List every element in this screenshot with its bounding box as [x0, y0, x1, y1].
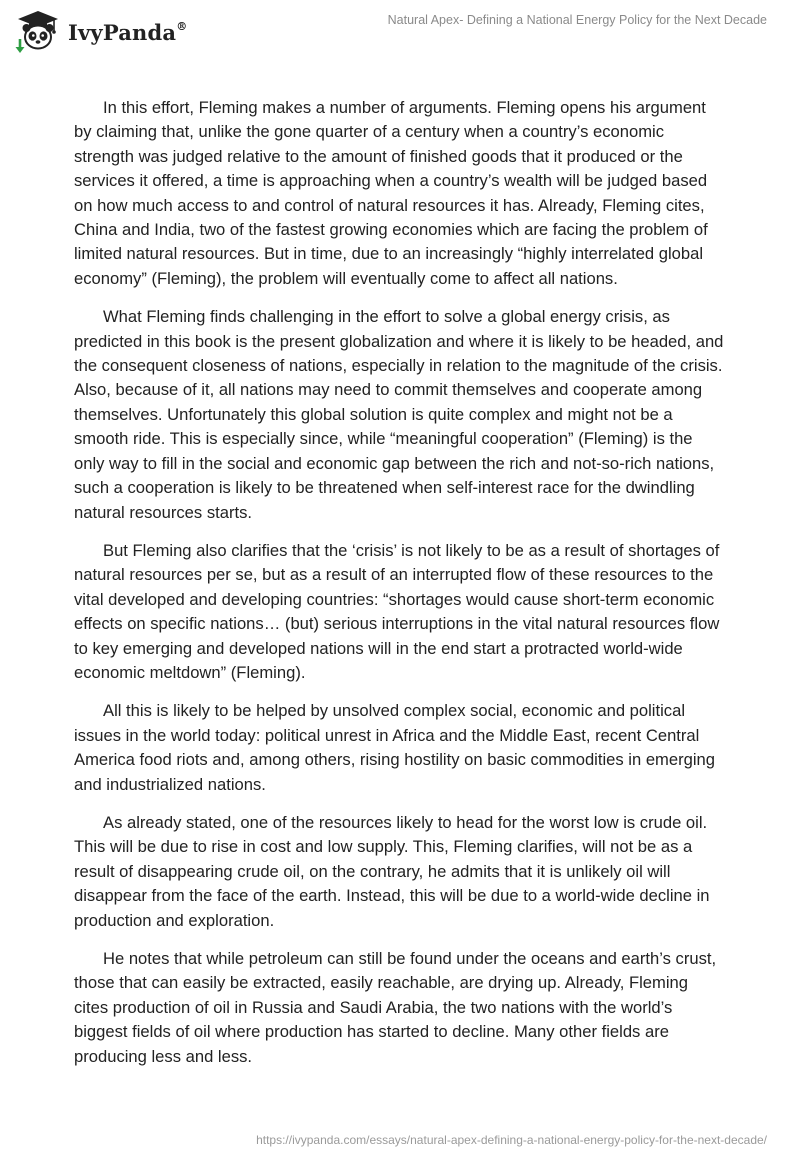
paragraph: He notes that while petroleum can still be found under the oceans and earth’s crust, those that can easily be extracted, easily reachable, are drying up. Already, Fleming cites production of oil in Russia and Saudi Arabia, the two nations with the world’s biggest fields of oil where production has started to decline. Many other fields are producing less and less.	[74, 949, 717, 1066]
source-url[interactable]: https://ivypanda.com/essays/natural-apex-defining-a-national-energy-policy-for-the-next-decade/	[256, 1133, 767, 1147]
paragraph: But Fleming also clarifies that the ‘crisis’ is not likely to be as a result of shortages of natural resources per se, but as a result of an interrupted flow of these resources to the vital developed and developing countries: “shortages would cause short-term economic effects on specific nations… (but) serious interruptions in the vital natural resources flow to key emerging and developed nations will in the end start a protracted world-wide economic meltdown” (Fleming).	[74, 540, 720, 682]
document-title: Natural Apex- Defining a National Energy Policy for the Next Decade	[387, 13, 767, 27]
registered-mark: ®	[176, 19, 188, 33]
paragraph: All this is likely to be helped by unsolved complex social, economic and political issues in the world today: political unrest in Africa and the Middle East, recent Central America food riots and, among others, rising hostility on basic commodities in emerging and industrialized nations.	[74, 701, 715, 794]
logo-wordmark	[68, 20, 187, 45]
paragraph: What Fleming finds challenging in the effort to solve a global energy crisis, as predicted in this book is the present globalization and where it is likely to be headed, and the consequent closeness of nations, especially in relation to the magnitude of the crisis. Also, because of it, all nations may need to commit themselves and cooperate among themselves. Unfortunately this global solution is quite complex and might not be a smooth ride. This is especially since, while “meaningful cooperation” (Fleming) is the only way to fill in the social and economic gap between the rich and not-so-rich nations, such a cooperation is likely to be threatened when self-interest race for the dwindling natural resources starts.	[74, 307, 724, 522]
panda-graduate-icon	[14, 9, 62, 53]
essay-body	[74, 96, 726, 1083]
ivypanda-logo[interactable]	[14, 8, 187, 54]
paragraph: As already stated, one of the resources likely to head for the worst low is crude oil. This will be due to rise in cost and low supply. This, Fleming clarifies, will not be as a result of disappearing crude oil, on the contrary, he admits that it is unlikely oil will disappear from the face of the earth. Instead, this will be due to a world-wide decline in production and exploration.	[74, 812, 710, 930]
page-header	[0, 0, 800, 60]
logo-text: IvyPanda	[68, 19, 177, 45]
paragraph: In this effort, Fleming makes a number of arguments. Fleming opens his argument by claiming that, unlike the gone quarter of a century when a country’s economic strength was judged relative to the amount of finished goods that it produced or the services it offered, a time is approaching when a country’s wealth will be judged based on how much access to and control of natural resources it has. Already, Fleming cites, China and India, two of the fastest growing economies which are facing the problem of limited natural resources. But in time, due to an increasingly “highly interrelated global economy” (Fleming), the problem will eventually come to affect all nations.	[74, 98, 708, 288]
